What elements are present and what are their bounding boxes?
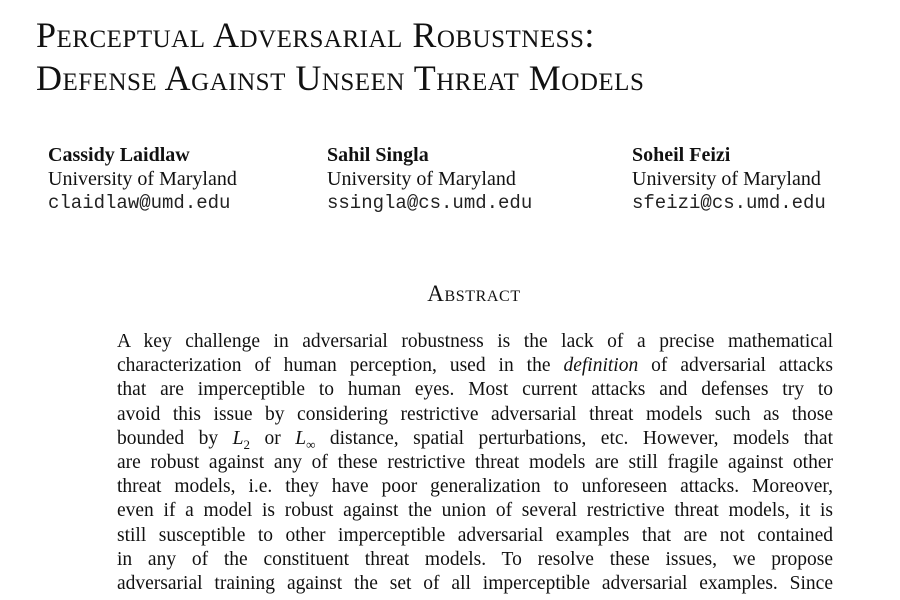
abstract-line: adversarial training against the set of all imperceptible adversarial examples. Since bbox=[117, 572, 833, 594]
author-block bbox=[48, 143, 237, 215]
author-name: Soheil Feizi bbox=[632, 144, 731, 166]
abstract-line: A key challenge in adversarial robustness is the lack of a precise mathematical bbox=[117, 331, 833, 352]
author-affiliation: University of Maryland bbox=[327, 168, 516, 190]
abstract-line: in any of the constituent threat models. To resolve these issues, we propose bbox=[117, 548, 833, 570]
author-name: Sahil Singla bbox=[327, 144, 429, 166]
abstract-text bbox=[117, 330, 833, 596]
abstract-line: avoid this issue by considering restrictive adversarial threat models such as those bbox=[117, 403, 833, 425]
abstract-line: threat models, i.e. they have poor generalization to unforeseen attacks. Moreover, bbox=[117, 476, 833, 498]
abstract-line: that are imperceptible to human eyes. Most current attacks and defenses try to bbox=[117, 379, 833, 401]
abstract-line: bounded by $L_2$ or $L_\infty$ distance, spatial perturbations, etc. However, models that bbox=[117, 427, 833, 451]
author-email: sfeizi@cs.umd.edu bbox=[632, 192, 826, 214]
author-affiliation: University of Maryland bbox=[48, 168, 237, 190]
abstract-heading: Abstract bbox=[427, 281, 521, 306]
math-linf: $L_\infty$ bbox=[295, 427, 316, 451]
author-affiliation: University of Maryland bbox=[632, 168, 821, 190]
author-block bbox=[632, 143, 826, 215]
abstract-line: characterization of human perception, used in the definition of adversarial attacks bbox=[117, 355, 833, 377]
author-block bbox=[327, 143, 532, 215]
author-email: ssingla@cs.umd.edu bbox=[327, 192, 533, 214]
abstract-line: still susceptible to other imperceptible adversarial examples that are not contained bbox=[117, 524, 833, 546]
paper-title bbox=[36, 14, 876, 100]
abstract-line: are robust against any of these restrictive threat models are still fragile against other bbox=[117, 451, 833, 473]
title-line-2: Defense Against Unseen Threat Models bbox=[36, 58, 645, 98]
author-email: claidlaw@umd.edu bbox=[48, 192, 231, 214]
author-name: Cassidy Laidlaw bbox=[48, 144, 190, 166]
title-line-1: Perceptual Adversarial Robustness: bbox=[36, 15, 595, 55]
emphasis-definition: definition bbox=[563, 355, 639, 377]
math-l2: $L_2$ bbox=[232, 427, 251, 451]
abstract-line: even if a model is robust against the union of several restrictive threat models, it is bbox=[117, 500, 833, 522]
